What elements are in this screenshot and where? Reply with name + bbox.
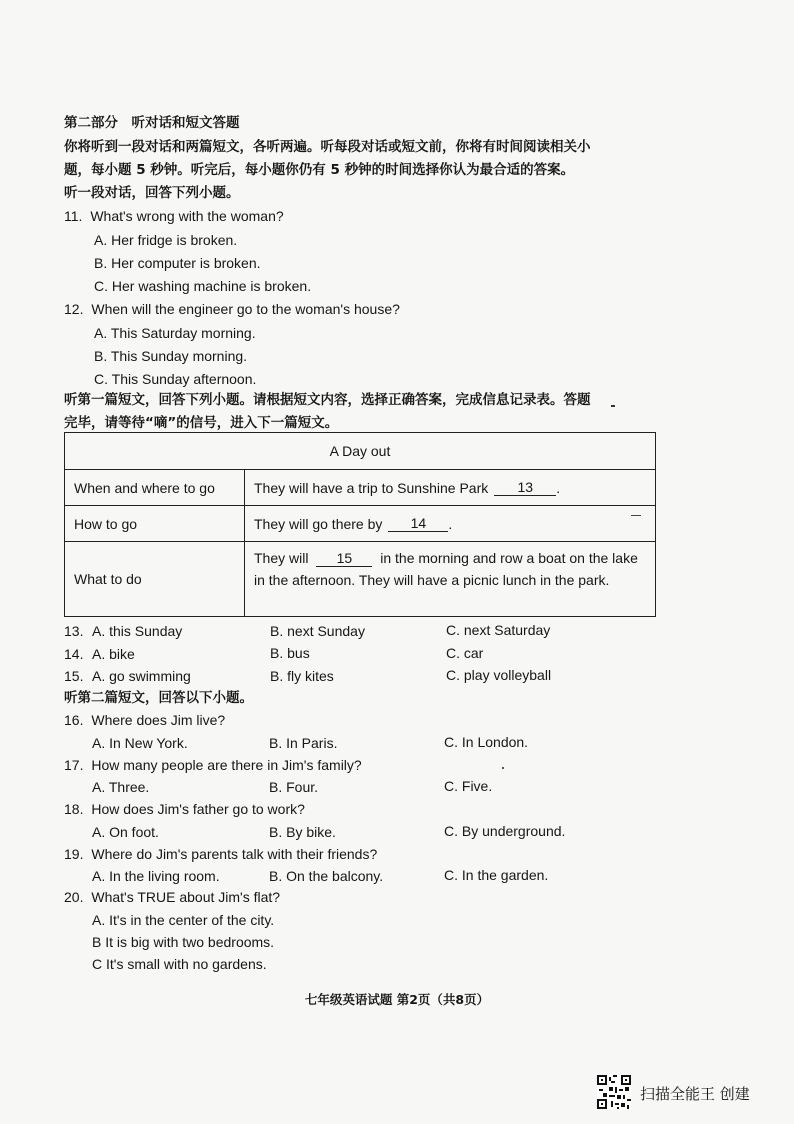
question-number-15: 15. bbox=[64, 668, 84, 684]
question-stem: What's wrong with the woman? bbox=[90, 208, 284, 224]
question-number: 11. bbox=[64, 208, 83, 224]
row-text: They will have a trip to Sunshine Park bbox=[254, 479, 489, 496]
table-title: A Day out bbox=[65, 433, 655, 470]
page-footer: 七年级英语试题 第2页（共8页） bbox=[304, 992, 490, 1007]
q15-option-b[interactable]: B. fly kites bbox=[270, 668, 334, 684]
q19-option-c[interactable]: C. In the garden. bbox=[444, 867, 549, 883]
question-12 bbox=[64, 300, 400, 318]
q16-option-b[interactable]: B. In Paris. bbox=[269, 735, 338, 751]
q13-option-c[interactable]: C. next Saturday bbox=[446, 622, 551, 638]
q20-option-a[interactable]: A. It's in the center of the city. bbox=[92, 912, 275, 928]
q12-option-b[interactable]: B. This Sunday morning. bbox=[94, 348, 248, 364]
question-number: 20. bbox=[64, 889, 84, 905]
scan-speck bbox=[502, 767, 504, 769]
question-stem: When will the engineer go to the woman's house? bbox=[91, 301, 400, 317]
q17-option-b[interactable]: B. Four. bbox=[269, 779, 319, 795]
blank-15[interactable]: 15 bbox=[316, 550, 372, 567]
section-title: 第二部分 听对话和短文答题 bbox=[64, 115, 240, 131]
passage2-intro: 听第二篇短文，回答以下小题。 bbox=[64, 690, 253, 706]
info-record-table bbox=[64, 432, 656, 617]
scan-speck bbox=[631, 515, 641, 516]
passage1-intro-line-1: 听第一篇短文，回答下列小题。请根据短文内容，选择正确答案，完成信息记录表。答题 bbox=[64, 392, 591, 408]
q14-option-c[interactable]: C. car bbox=[446, 645, 484, 661]
row-content bbox=[245, 542, 655, 616]
q15-option-a[interactable]: A. go swimming bbox=[92, 668, 191, 684]
table-row bbox=[65, 542, 655, 616]
q12-option-a[interactable]: A. This Saturday morning. bbox=[94, 325, 256, 341]
question-number-13: 13. bbox=[64, 623, 84, 639]
q13-option-b[interactable]: B. next Sunday bbox=[270, 623, 365, 639]
question-number: 16. bbox=[64, 712, 84, 728]
q19-option-a[interactable]: A. In the living room. bbox=[92, 868, 220, 884]
q11-option-a[interactable]: A. Her fridge is broken. bbox=[94, 232, 238, 248]
q11-option-c[interactable]: C. Her washing machine is broken. bbox=[94, 278, 312, 294]
row-label: What to do bbox=[65, 542, 245, 616]
q19-option-b[interactable]: B. On the balcony. bbox=[269, 868, 384, 884]
row-label: How to go bbox=[65, 506, 245, 541]
q18-option-c[interactable]: C. By underground. bbox=[444, 823, 566, 839]
question-16 bbox=[64, 711, 225, 729]
question-stem: What's TRUE about Jim's flat? bbox=[91, 889, 281, 905]
row-content bbox=[245, 470, 655, 505]
question-stem: Where does Jim live? bbox=[91, 712, 226, 728]
row-text: They will go there by bbox=[254, 515, 383, 532]
row-text: They will bbox=[254, 550, 309, 566]
q11-option-b[interactable]: B. Her computer is broken. bbox=[94, 255, 261, 271]
table-row bbox=[65, 506, 655, 542]
q18-option-b[interactable]: B. By bike. bbox=[269, 824, 336, 840]
q16-option-c[interactable]: C. In London. bbox=[444, 734, 529, 750]
row-text-end: . bbox=[556, 479, 561, 496]
question-number-14: 14. bbox=[64, 646, 84, 662]
blank-14[interactable]: 14 bbox=[388, 515, 448, 532]
question-number: 12. bbox=[64, 301, 84, 317]
row-label: When and where to go bbox=[65, 470, 245, 505]
question-stem: How many people are there in Jim's family? bbox=[91, 757, 362, 773]
row-content bbox=[245, 506, 655, 541]
instruction-line-1: 你将听到一段对话和两篇短文，各听两遍。听每段对话或短文前，你将有时间阅读相关小 bbox=[64, 139, 591, 155]
question-number: 18. bbox=[64, 801, 84, 817]
row-text-end: . bbox=[448, 515, 453, 532]
question-number: 17. bbox=[64, 757, 84, 773]
question-11 bbox=[64, 207, 284, 225]
question-17 bbox=[64, 756, 362, 774]
table-row bbox=[65, 470, 655, 506]
q17-option-a[interactable]: A. Three. bbox=[92, 779, 150, 795]
q20-option-b[interactable]: B It is big with two bedrooms. bbox=[92, 934, 275, 950]
q13-option-a[interactable]: A. this Sunday bbox=[92, 623, 183, 639]
dialog-intro: 听一段对话，回答下列小题。 bbox=[64, 185, 240, 201]
q17-option-c[interactable]: C. Five. bbox=[444, 778, 493, 794]
question-18 bbox=[64, 800, 305, 818]
scan-speck bbox=[611, 405, 615, 407]
q15-option-c[interactable]: C. play volleyball bbox=[446, 667, 552, 683]
q14-option-b[interactable]: B. bus bbox=[270, 645, 310, 661]
question-number: 19. bbox=[64, 846, 84, 862]
question-19 bbox=[64, 845, 377, 863]
blank-13[interactable]: 13 bbox=[494, 479, 556, 496]
passage1-intro-line-2: 完毕，请等待“嘀”的信号，进入下一篇短文。 bbox=[64, 415, 339, 431]
q20-option-c[interactable]: C It's small with no gardens. bbox=[92, 956, 267, 972]
q12-option-c[interactable]: C. This Sunday afternoon. bbox=[94, 371, 257, 387]
question-stem: Where do Jim's parents talk with their friends? bbox=[91, 846, 378, 862]
qr-code-icon bbox=[597, 1075, 631, 1109]
question-20 bbox=[64, 888, 280, 906]
q14-option-a[interactable]: A. bike bbox=[92, 646, 135, 662]
q16-option-a[interactable]: A. In New York. bbox=[92, 735, 188, 751]
question-stem: How does Jim's father go to work? bbox=[91, 801, 305, 817]
q18-option-a[interactable]: A. On foot. bbox=[92, 824, 159, 840]
instruction-line-2: 题，每小题 5 秒钟。听完后，每小题你仍有 5 秒钟的时间选择你认为最合适的答案。 bbox=[64, 162, 575, 178]
row-text-end: in the morning and row a boat on the lake in the afternoon. They will have a picnic lunch in the park. bbox=[254, 550, 638, 588]
scanner-brand-text: 扫描全能王 创建 bbox=[640, 1085, 750, 1103]
